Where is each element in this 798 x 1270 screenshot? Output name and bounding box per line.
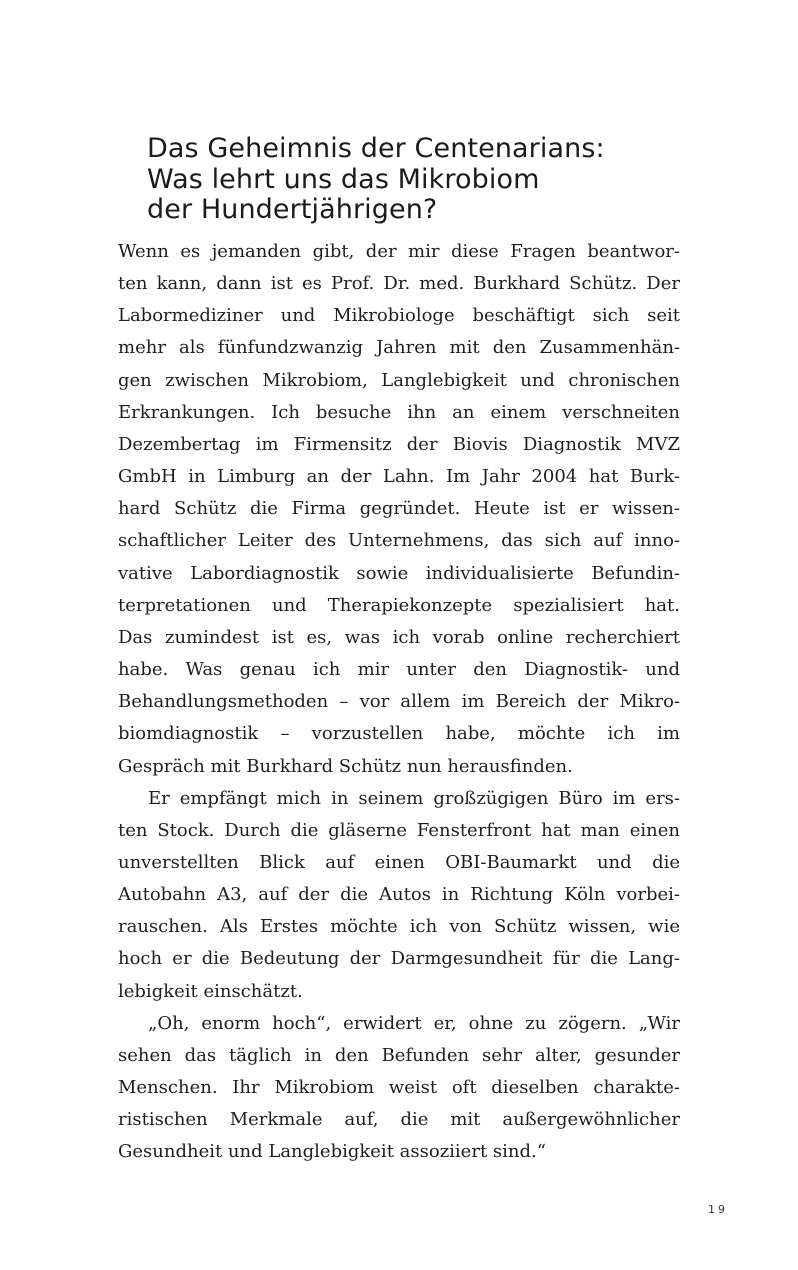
text-line: Labormediziner und Mikrobiologe beschäftigt sich seit: [118, 305, 680, 327]
text-line: Gesundheit und Langlebigkeit assoziiert sind.“: [118, 1141, 546, 1163]
text-line: lebigkeit einschätzt.: [118, 980, 303, 1002]
text-line: ten Stock. Durch die gläserne Fensterfront hat man einen: [118, 819, 680, 841]
paragraph: [118, 236, 680, 783]
text-line: Gespräch mit Burkhard Schütz nun herausfinden.: [118, 755, 573, 777]
text-line: Erkrankungen. Ich besuche ihn an einem verschneiten: [118, 401, 680, 423]
text-line: ristischen Merkmale auf, die mit außergewöhnlicher: [118, 1109, 680, 1131]
heading-line: Das Geheimnis der Centenarians:: [147, 133, 605, 164]
text-line: Wenn es jemanden gibt, der mir diese Fragen beantwor-: [118, 241, 680, 262]
text-line: hoch er die Bedeutung der Darmgesundheit für die Lang-: [118, 948, 680, 970]
body-text: [118, 236, 680, 1169]
chapter-heading: [147, 134, 707, 226]
text-line: „Oh, enorm hoch“, erwidert er, ohne zu zögern. „Wir: [148, 1012, 680, 1034]
text-line: Dezembertag im Firmensitz der Biovis Diagnostik MVZ: [118, 433, 680, 455]
text-line: gen zwischen Mikrobiom, Langlebigkeit und chronischen: [118, 369, 680, 391]
text-line: schaftlicher Leiter des Unternehmens, das sich auf inno-: [118, 530, 680, 552]
text-line: sehen das täglich in den Befunden sehr alter, gesunder: [118, 1044, 680, 1066]
text-line: unverstellten Blick auf einen OBI-Baumarkt und die: [118, 851, 680, 873]
text-line: vative Labordiagnostik sowie individualisierte Befundin-: [118, 562, 680, 584]
text-line: Das zumindest ist es, was ich vorab online recherchiert: [118, 626, 680, 648]
text-line: Er empfängt mich in seinem großzügigen Büro im ers-: [148, 787, 680, 809]
text-line: rauschen. Als Erstes möchte ich von Schütz wissen, wie: [118, 916, 680, 938]
text-line: Autobahn A3, auf der die Autos in Richtung Köln vorbei-: [118, 884, 680, 906]
text-line: ten kann, dann ist es Prof. Dr. med. Burkhard Schütz. Der: [118, 273, 680, 295]
heading-line: der Hundertjährigen?: [147, 194, 438, 225]
text-line: mehr als fünfundzwanzig Jahren mit den Zusammenhän-: [118, 337, 680, 359]
text-line: GmbH in Limburg an der Lahn. Im Jahr 2004 hat Burk-: [118, 466, 680, 488]
text-line: biomdiagnostik – vorzustellen habe, möchte ich im: [118, 723, 680, 745]
text-line: hard Schütz die Firma gegründet. Heute ist er wissen-: [118, 498, 680, 520]
heading-line: Was lehrt uns das Mikrobiom: [147, 163, 540, 195]
text-line: habe. Was genau ich mir unter den Diagnostik- und: [118, 659, 680, 681]
page-number: 19: [708, 1203, 728, 1216]
text-line: terpretationen und Therapiekonzepte spezialisiert hat.: [118, 594, 680, 616]
text-line: Behandlungsmethoden – vor allem im Bereich der Mikro-: [118, 691, 680, 713]
paragraph: [118, 783, 680, 1008]
paragraph: [118, 1008, 680, 1169]
text-line: Menschen. Ihr Mikrobiom weist oft dieselben charakte-: [118, 1077, 680, 1099]
